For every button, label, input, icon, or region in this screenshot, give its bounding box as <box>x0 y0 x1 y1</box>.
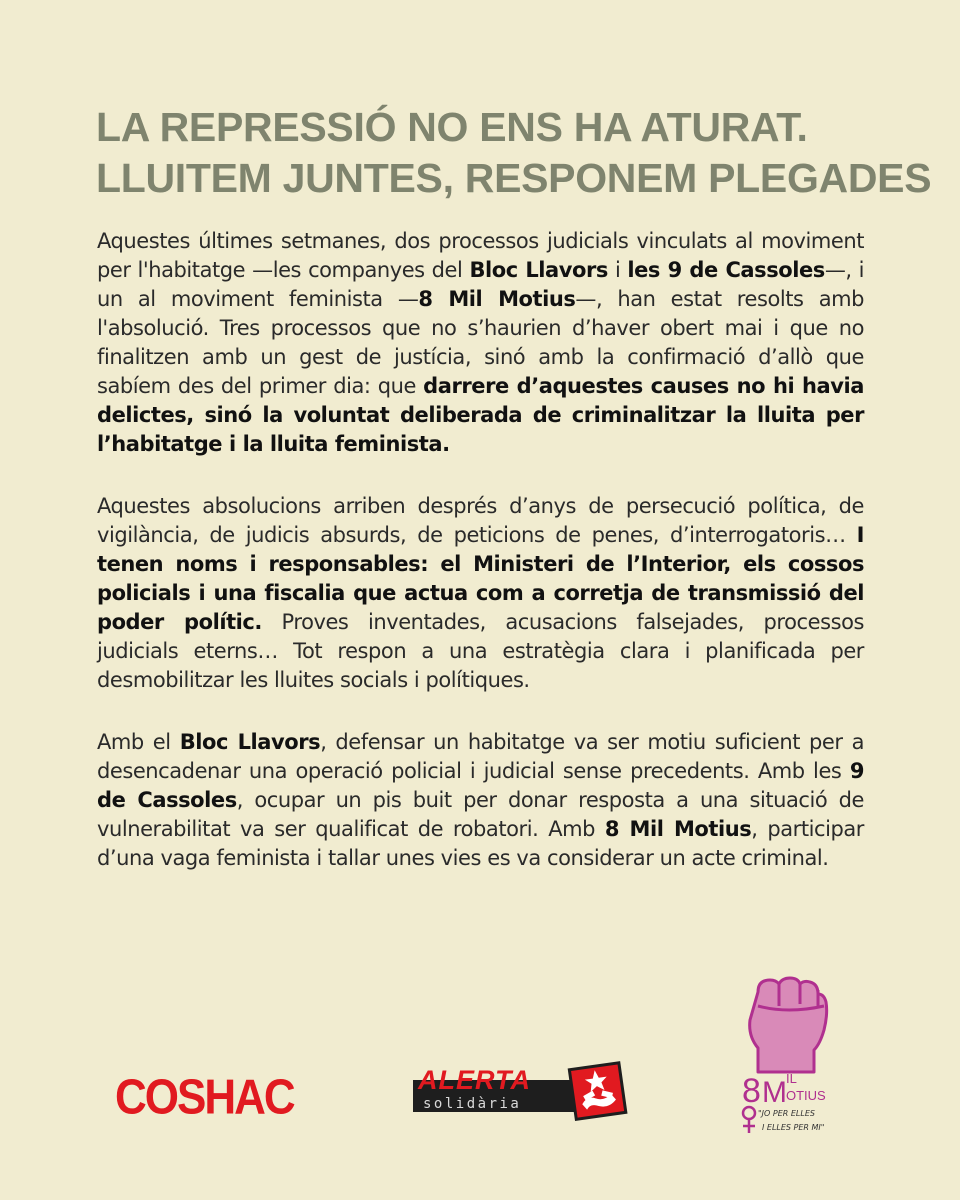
text-run: —, i un al moviment feminista — <box>97 258 864 311</box>
page-title <box>96 102 932 204</box>
text-run: Amb el <box>97 730 180 754</box>
text-run: Proves inventades, acusacions falsejades, processos judicials eterns… Tot respon a una estratègia clara i planificada per desmobilitzar les lluites socials i polítiques. <box>97 610 864 692</box>
motius-slogan-2: I ELLES PER MI" <box>762 1123 825 1132</box>
text-run: —, han estat resolts amb l'absolució. Tres processos que no s’haurien d’haver obert mai i que no finalitzen amb un gest de justícia, sinó amb la confirmació d’allò que sabíem des del primer dia: que <box>97 287 865 398</box>
article-body <box>97 227 864 906</box>
title-line-1: LA REPRESSIÓ NO ENS HA ATURAT. <box>96 104 808 150</box>
bold-run: 8 Mil Motius <box>418 287 576 311</box>
text-run: , ocupar un pis buit per donar resposta a una situació de vulnerabilitat va ser qualificat de robatori. Amb <box>97 788 864 841</box>
alerta-word: ALERTA <box>418 1065 531 1095</box>
text-run: , defensar un habitatge va ser motiu suficient per a desencadenar una operació policial i judicial sense precedents. Amb les <box>97 730 865 783</box>
bold-run: Bloc Llavors <box>469 258 608 282</box>
text-run: Aquestes últimes setmanes, dos processos judicials vinculats al moviment per l'habitatge —les companyes del <box>97 229 864 282</box>
bold-run: les 9 de Cassoles <box>627 258 825 282</box>
bold-run: 9 de Cassoles <box>97 759 864 812</box>
bold-run: I tenen noms i responsables: el Ministeri de l’Interior, els cossos policials i una fiscalia que actua com a corretja de transmissió del poder polític. <box>97 523 864 634</box>
motius-otius: OTIUS <box>786 1088 826 1103</box>
alerta-solidaria-logo <box>413 1058 629 1126</box>
motius-8: 8 <box>742 1072 761 1110</box>
motius-slogan-1: "JO PER ELLES <box>758 1109 815 1118</box>
venus-symbol-icon <box>743 1107 755 1133</box>
text-run: , participar d’una vaga feminista i tallar unes vies es va considerar un acte criminal. <box>97 817 864 870</box>
8-mil-motius-logo <box>728 968 850 1148</box>
paragraph-1 <box>97 227 864 459</box>
bold-run: darrere d’aquestes causes no hi havia delictes, sinó la voluntat deliberada de criminalitzar la lluita per l’habitatge i la lluita feminista. <box>97 374 864 456</box>
coshac-logo: COSHAC <box>115 1070 294 1125</box>
title-line-2: LLUITEM JUNTES, RESPONEM PLEGADES <box>96 155 932 201</box>
paragraph-2 <box>97 492 864 695</box>
solidaria-word: solidària <box>423 1096 522 1112</box>
text-run: i <box>607 258 628 282</box>
alerta-emblem <box>569 1063 625 1119</box>
motius-il: IL <box>786 1071 797 1086</box>
motius-m: M <box>762 1076 787 1109</box>
bold-run: Bloc Llavors <box>179 730 321 754</box>
paragraph-3 <box>97 728 864 873</box>
raised-fist-icon <box>750 978 827 1072</box>
bold-run: 8 Mil Motius <box>604 817 752 841</box>
text-run: Aquestes absolucions arriben després d’anys de persecució política, de vigilància, de judicis absurds, de peticions de penes, d’interrogatoris… <box>97 494 864 547</box>
